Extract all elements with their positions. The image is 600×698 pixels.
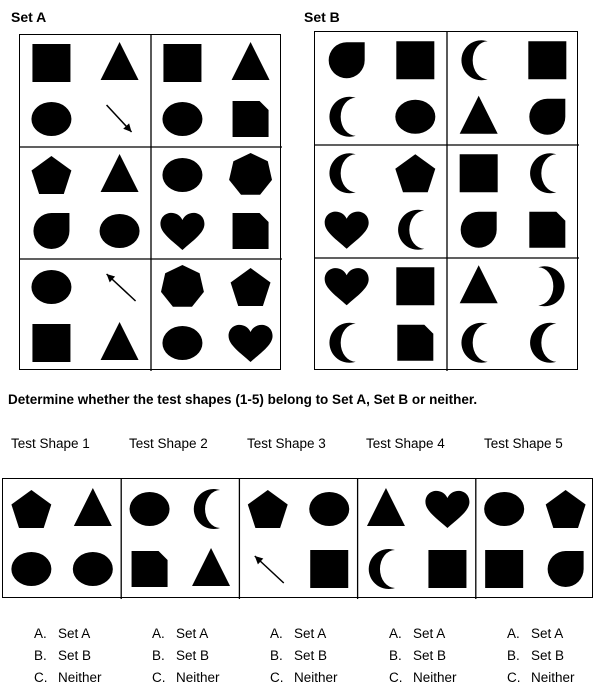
square-shape — [163, 44, 201, 82]
option-label: Neither — [176, 670, 220, 685]
heart-shape — [325, 212, 369, 249]
triangle-shape — [101, 322, 139, 360]
square-shape — [32, 324, 70, 362]
option-label: Set A — [294, 626, 327, 641]
option-c[interactable] — [389, 667, 457, 689]
circle-shape — [162, 102, 202, 136]
option-label: Set B — [531, 648, 565, 663]
arrow-down-right-icon — [107, 105, 132, 132]
circle-shape — [162, 158, 202, 192]
option-label: Set A — [531, 626, 564, 641]
set-b-panels — [315, 32, 579, 371]
heart-shape — [160, 213, 204, 250]
option-b[interactable] — [389, 645, 457, 667]
square-shape — [485, 550, 523, 588]
circle-shape — [73, 552, 113, 586]
set-b-cell-1 — [329, 41, 436, 137]
moon-shape — [329, 153, 355, 193]
circle-shape — [130, 492, 170, 526]
test-shape-cell-5 — [484, 490, 585, 588]
test-shape-cell-2 — [130, 489, 230, 587]
moon-shape — [369, 549, 395, 589]
heart-shape — [325, 268, 369, 305]
option-letter: C. — [152, 670, 166, 685]
pentagon-shape — [32, 156, 72, 194]
option-a[interactable] — [507, 623, 575, 645]
moon-shape — [329, 323, 355, 363]
set-a-cell-2 — [162, 42, 269, 137]
moon-shape — [530, 153, 556, 193]
test-shapes-strip — [2, 478, 593, 598]
triangle-shape — [367, 488, 405, 526]
option-letter: C. — [34, 670, 48, 685]
test-label-5: Test Shape 5 — [484, 436, 563, 451]
triangle-shape — [74, 488, 112, 526]
option-b[interactable] — [507, 645, 575, 667]
pentagon-shape — [546, 490, 586, 528]
drop-shape — [548, 551, 584, 587]
option-label: Neither — [413, 670, 457, 685]
set-a-title: Set A — [11, 9, 47, 25]
arrow-up-left-icon — [107, 274, 136, 301]
circle-shape — [484, 492, 524, 526]
options-test-4 — [389, 623, 457, 689]
drop-shape — [329, 42, 365, 78]
option-letter: C. — [270, 670, 284, 685]
square-shape — [310, 550, 348, 588]
option-label: Set B — [58, 648, 92, 663]
square-shape — [396, 41, 434, 79]
pentagon-shape — [11, 490, 51, 528]
set-a-grid — [19, 34, 281, 370]
option-c[interactable] — [34, 667, 102, 689]
test-label-4: Test Shape 4 — [366, 436, 445, 451]
option-label: Set A — [413, 626, 446, 641]
pentagon-shape — [395, 154, 435, 192]
option-c[interactable] — [507, 667, 575, 689]
set-a-cell-6 — [161, 265, 273, 362]
square-shape — [428, 550, 466, 588]
set-b-title: Set B — [304, 9, 340, 25]
set-a-panels — [20, 35, 282, 371]
option-letter: A. — [152, 626, 165, 641]
options-test-5 — [507, 623, 575, 689]
option-b[interactable] — [34, 645, 102, 667]
circle-shape — [31, 102, 71, 136]
moon-right-shape — [538, 266, 564, 306]
option-a[interactable] — [270, 623, 338, 645]
drop-shape — [529, 99, 565, 135]
moon-shape — [398, 210, 424, 250]
option-label: Neither — [294, 670, 338, 685]
heptagon-shape — [161, 265, 204, 307]
circle-shape — [11, 552, 51, 586]
test-label-3: Test Shape 3 — [247, 436, 326, 451]
cut-square-shape — [233, 101, 269, 137]
set-b-cell-5 — [325, 267, 435, 363]
cut-square-shape — [132, 551, 168, 587]
cut-square-shape — [397, 325, 433, 361]
option-c[interactable] — [152, 667, 220, 689]
heart-shape — [425, 491, 469, 528]
option-a[interactable] — [34, 623, 102, 645]
option-b[interactable] — [270, 645, 338, 667]
moon-shape — [461, 40, 487, 80]
test-shape-cell-3 — [248, 490, 349, 588]
option-letter: A. — [34, 626, 47, 641]
square-shape — [528, 41, 566, 79]
moon-shape — [194, 489, 220, 529]
option-letter: B. — [152, 648, 165, 663]
drop-shape — [461, 212, 497, 248]
option-b[interactable] — [152, 645, 220, 667]
square-shape — [460, 154, 498, 192]
option-letter: B. — [34, 648, 47, 663]
option-label: Set B — [413, 648, 447, 663]
cut-square-shape — [233, 213, 269, 249]
option-letter: B. — [270, 648, 283, 663]
moon-shape — [461, 323, 487, 363]
circle-shape — [31, 270, 71, 304]
circle-shape — [162, 326, 202, 360]
circle-shape — [100, 214, 140, 248]
options-test-1 — [34, 623, 102, 689]
option-letter: B. — [389, 648, 402, 663]
set-b-cell-3 — [325, 153, 436, 250]
heart-shape — [229, 325, 273, 362]
option-letter: C. — [389, 670, 403, 685]
moon-shape — [530, 323, 556, 363]
question-text: Determine whether the test shapes (1-5) belong to Set A, Set B or neither. — [8, 392, 478, 407]
option-label: Set A — [58, 626, 91, 641]
triangle-shape — [101, 42, 139, 80]
option-letter: C. — [507, 670, 521, 685]
option-letter: B. — [507, 648, 520, 663]
pentagon-shape — [231, 268, 271, 306]
heptagon-shape — [229, 153, 272, 195]
moon-shape — [329, 97, 355, 137]
triangle-shape — [460, 265, 498, 303]
option-a[interactable] — [152, 623, 220, 645]
option-letter: A. — [270, 626, 283, 641]
test-label-2: Test Shape 2 — [129, 436, 208, 451]
test-shapes-panels — [3, 479, 594, 599]
options-test-3 — [270, 623, 338, 689]
test-shape-cell-4 — [367, 488, 469, 589]
triangle-shape — [192, 548, 230, 586]
option-label: Set B — [294, 648, 328, 663]
option-letter: A. — [389, 626, 402, 641]
circle-shape — [395, 100, 435, 134]
option-label: Neither — [58, 670, 102, 685]
option-label: Set A — [176, 626, 209, 641]
option-label: Neither — [531, 670, 575, 685]
option-c[interactable] — [270, 667, 338, 689]
set-a-cell-1 — [31, 42, 138, 136]
option-a[interactable] — [389, 623, 457, 645]
set-b-grid — [314, 31, 578, 370]
triangle-shape — [101, 154, 139, 192]
set-a-cell-5 — [31, 270, 138, 362]
option-letter: A. — [507, 626, 520, 641]
arrow-up-left-icon — [255, 556, 284, 583]
set-a-cell-4 — [160, 153, 272, 250]
cut-square-shape — [529, 212, 565, 248]
options-test-2 — [152, 623, 220, 689]
triangle-shape — [460, 96, 498, 134]
circle-shape — [309, 492, 349, 526]
option-label: Set B — [176, 648, 210, 663]
test-shape-cell-1 — [11, 488, 112, 586]
square-shape — [396, 267, 434, 305]
pentagon-shape — [248, 490, 288, 528]
set-b-cell-4 — [460, 153, 566, 248]
triangle-shape — [232, 42, 270, 80]
set-a-cell-3 — [32, 154, 140, 249]
set-b-cell-6 — [460, 265, 565, 363]
test-label-1: Test Shape 1 — [11, 436, 90, 451]
drop-shape — [33, 213, 69, 249]
set-b-cell-2 — [460, 40, 567, 135]
square-shape — [32, 44, 70, 82]
